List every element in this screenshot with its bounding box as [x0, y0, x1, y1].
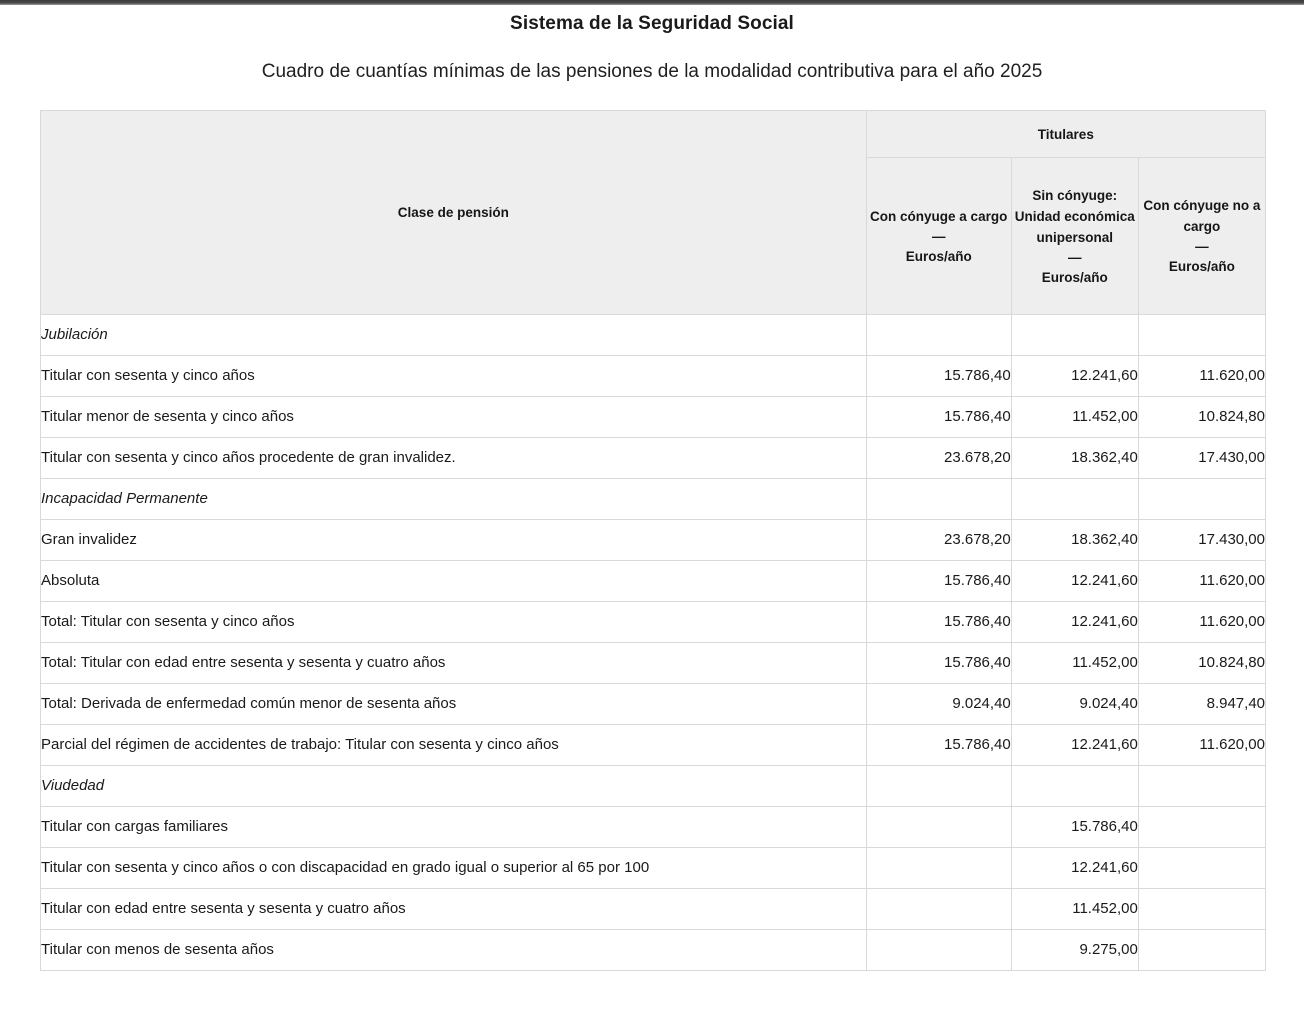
table-row — [41, 807, 1266, 848]
cell-con-conyuge-a-cargo: 9.024,40 — [866, 684, 1011, 725]
pension-class-label: Titular con sesenta y cinco años procedente de gran invalidez. — [41, 438, 867, 479]
cell-con-conyuge-no-a-cargo — [1138, 930, 1265, 971]
table-row — [41, 520, 1266, 561]
cell-sin-conyuge: 12.241,60 — [1011, 725, 1138, 766]
pension-class-label: Titular con edad entre sesenta y sesenta y cuatro años — [41, 889, 867, 930]
table-section-row — [41, 766, 1266, 807]
table-head — [41, 111, 1266, 315]
col-header-line1: Con cónyuge a cargo — [870, 208, 1008, 224]
col-header-dash: — — [931, 228, 946, 244]
table-row — [41, 684, 1266, 725]
pension-class-label: Absoluta — [41, 561, 867, 602]
col-header-dash: — — [1068, 249, 1082, 265]
table-row — [41, 356, 1266, 397]
cell-sin-conyuge: 9.275,00 — [1011, 930, 1138, 971]
cell-con-conyuge-no-a-cargo — [1138, 315, 1265, 356]
cell-con-conyuge-a-cargo: 15.786,40 — [866, 561, 1011, 602]
pension-class-label: Titular con sesenta y cinco años — [41, 356, 867, 397]
cell-con-conyuge-a-cargo — [866, 479, 1011, 520]
pension-class-label: Titular menor de sesenta y cinco años — [41, 397, 867, 438]
cell-con-conyuge-no-a-cargo — [1138, 766, 1265, 807]
cell-sin-conyuge: 18.362,40 — [1011, 520, 1138, 561]
cell-con-conyuge-a-cargo — [866, 889, 1011, 930]
cell-con-conyuge-no-a-cargo: 10.824,80 — [1138, 397, 1265, 438]
page-title: Sistema de la Seguridad Social — [510, 13, 794, 34]
col-header-units: Euros/año — [905, 248, 972, 264]
col-header-line1: Con cónyuge no a cargo — [1143, 198, 1261, 234]
cell-con-conyuge-a-cargo: 15.786,40 — [866, 643, 1011, 684]
page-subtitle: Cuadro de cuantías mínimas de las pensiones de la modalidad contributiva para el año 2025 — [261, 61, 1043, 82]
cell-con-conyuge-no-a-cargo: 11.620,00 — [1138, 561, 1265, 602]
table-row — [41, 561, 1266, 602]
table-row — [41, 930, 1266, 971]
cell-con-conyuge-a-cargo — [866, 766, 1011, 807]
pension-class-label: Titular con cargas familiares — [41, 807, 867, 848]
cell-sin-conyuge — [1011, 766, 1138, 807]
cell-con-conyuge-no-a-cargo — [1138, 807, 1265, 848]
section-label: Jubilación — [41, 315, 867, 356]
cell-con-conyuge-a-cargo — [866, 807, 1011, 848]
section-label: Viudedad — [41, 766, 867, 807]
cell-sin-conyuge — [1011, 315, 1138, 356]
pension-class-label: Parcial del régimen de accidentes de trabajo: Titular con sesenta y cinco años — [41, 725, 867, 766]
cell-con-conyuge-no-a-cargo — [1138, 848, 1265, 889]
cell-con-conyuge-a-cargo: 15.786,40 — [866, 602, 1011, 643]
table-header-row-top — [41, 111, 1266, 158]
cell-sin-conyuge: 12.241,60 — [1011, 848, 1138, 889]
table-row — [41, 889, 1266, 930]
cell-con-conyuge-a-cargo: 23.678,20 — [866, 520, 1011, 561]
cell-sin-conyuge: 15.786,40 — [1011, 807, 1138, 848]
cell-con-conyuge-a-cargo — [866, 315, 1011, 356]
column-header-con-conyuge-no-a-cargo — [1138, 158, 1265, 315]
cell-con-conyuge-a-cargo — [866, 930, 1011, 971]
column-header-clase-de-pension: Clase de pensión — [41, 111, 867, 315]
cell-sin-conyuge: 9.024,40 — [1011, 684, 1138, 725]
table-row — [41, 397, 1266, 438]
cell-con-conyuge-no-a-cargo: 11.620,00 — [1138, 725, 1265, 766]
cell-con-conyuge-a-cargo: 23.678,20 — [866, 438, 1011, 479]
cell-sin-conyuge: 11.452,00 — [1011, 643, 1138, 684]
col-header-units: Euros/año — [1041, 269, 1108, 285]
cell-con-conyuge-no-a-cargo: 11.620,00 — [1138, 602, 1265, 643]
pension-class-label: Total: Titular con edad entre sesenta y sesenta y cuatro años — [41, 643, 867, 684]
pension-class-label: Total: Derivada de enfermedad común menor de sesenta años — [41, 684, 867, 725]
table-section-row — [41, 315, 1266, 356]
table-row — [41, 643, 1266, 684]
pension-class-label: Titular con sesenta y cinco años o con discapacidad en grado igual o superior al 65 por 100 — [41, 848, 867, 889]
cell-sin-conyuge: 18.362,40 — [1011, 438, 1138, 479]
cell-sin-conyuge — [1011, 479, 1138, 520]
column-header-titulares: Titulares — [866, 111, 1265, 158]
cell-con-conyuge-no-a-cargo — [1138, 889, 1265, 930]
cell-con-conyuge-a-cargo: 15.786,40 — [866, 725, 1011, 766]
cell-sin-conyuge: 11.452,00 — [1011, 889, 1138, 930]
section-label: Incapacidad Permanente — [41, 479, 867, 520]
cell-con-conyuge-a-cargo — [866, 848, 1011, 889]
pension-class-label: Gran invalidez — [41, 520, 867, 561]
cell-con-conyuge-no-a-cargo: 17.430,00 — [1138, 520, 1265, 561]
table-row — [41, 602, 1266, 643]
cell-sin-conyuge: 11.452,00 — [1011, 397, 1138, 438]
col-header-dash: — — [1195, 239, 1209, 254]
cell-con-conyuge-no-a-cargo: 11.620,00 — [1138, 356, 1265, 397]
cell-con-conyuge-no-a-cargo — [1138, 479, 1265, 520]
table-row — [41, 848, 1266, 889]
cell-sin-conyuge: 12.241,60 — [1011, 356, 1138, 397]
column-header-sin-conyuge-unidad-economica-unipersonal — [1011, 158, 1138, 315]
column-header-con-conyuge-a-cargo — [866, 158, 1011, 315]
browser-chrome-edge — [0, 0, 1304, 5]
table-row — [41, 438, 1266, 479]
cell-sin-conyuge: 12.241,60 — [1011, 602, 1138, 643]
col-header-units: Euros/año — [1168, 259, 1235, 274]
col-header-line1: Sin cónyuge: Unidad económica unipersonal — [1014, 187, 1135, 245]
cell-con-conyuge-a-cargo: 15.786,40 — [866, 397, 1011, 438]
cell-con-conyuge-no-a-cargo: 17.430,00 — [1138, 438, 1265, 479]
table-container — [0, 87, 1304, 971]
table-body — [41, 315, 1266, 971]
pension-class-label: Titular con menos de sesenta años — [41, 930, 867, 971]
cell-con-conyuge-a-cargo: 15.786,40 — [866, 356, 1011, 397]
table-row — [41, 725, 1266, 766]
cell-con-conyuge-no-a-cargo: 8.947,40 — [1138, 684, 1265, 725]
table-section-row — [41, 479, 1266, 520]
title-block — [0, 5, 1304, 87]
pension-class-label: Total: Titular con sesenta y cinco años — [41, 602, 867, 643]
cell-con-conyuge-no-a-cargo: 10.824,80 — [1138, 643, 1265, 684]
pensiones-table — [40, 110, 1266, 971]
cell-sin-conyuge: 12.241,60 — [1011, 561, 1138, 602]
